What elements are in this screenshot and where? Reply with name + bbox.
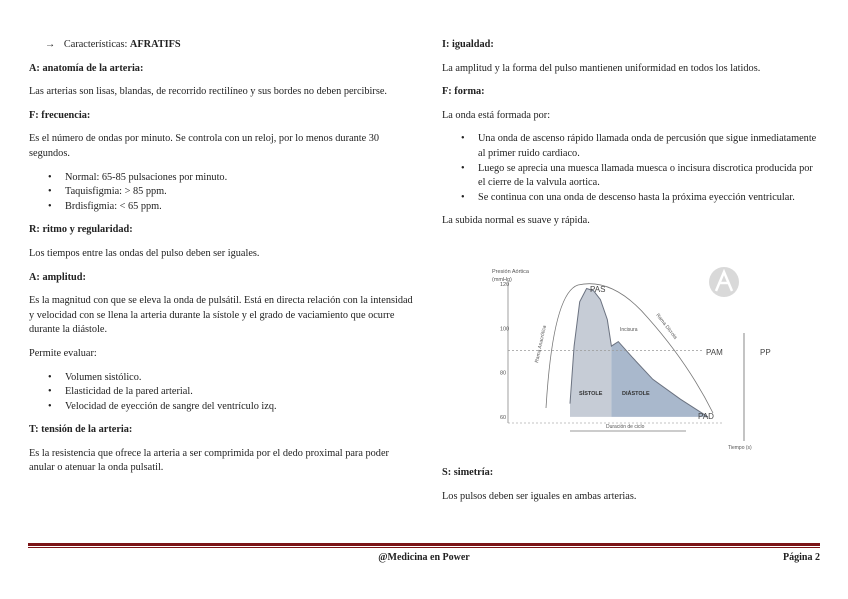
page-number: Página 2 [783, 552, 820, 563]
intro-acronym: AFRATIFS [129, 39, 181, 50]
footer-rule-thin [28, 547, 820, 548]
logo-icon [709, 267, 739, 297]
heading-igualdad: I: igualdad: [442, 39, 494, 50]
label-diastole: DIÁSTOLE [622, 391, 650, 397]
heading-frecuencia: F: frecuencia: [29, 109, 91, 121]
footer-brand: @Medicina en Power [378, 552, 470, 563]
text-subida: La subida normal es suave y rápida. [442, 215, 590, 227]
text-permite-evaluar: Permite evaluar: [29, 347, 97, 359]
y-axis-label-line1: Presión Aórtica [492, 269, 529, 275]
text-frecuencia: Es el número de ondas por minuto. Se controla con un reloj, por lo menos durante 30 segundos. [29, 133, 380, 159]
list-amplitud [29, 371, 414, 415]
y-tick-label: 60 [500, 414, 507, 421]
text-amplitud: Es la magnitud con que se eleva la onda de pulsátil. Está en directa relación con la intensidad y velocidad con se llena la arteria durante la sístole y el grado de vaciamiento que ocurre durante la diástole. [29, 295, 413, 336]
heading-ritmo: R: ritmo y regularidad: [29, 224, 133, 236]
list-item: • Se continua con una onda de descenso hasta la próxima eyección ventricular. [478, 191, 822, 206]
list-frecuencia [29, 171, 414, 215]
text-anatomia: Las arterias son lisas, blandas, de recorrido rectilíneo y sus bordes no deben percibirse. [29, 86, 387, 98]
label-pas: PAS [590, 285, 606, 294]
list-item: • Normal: 65-85 pulsaciones por minuto. [65, 171, 414, 186]
footer-rule [28, 543, 820, 546]
text-forma: La onda está formada por: [442, 109, 551, 121]
heading-tension: T: tensión de la arteria: [29, 424, 133, 436]
list-item: • Elasticidad de la pared arterial. [65, 385, 414, 400]
list-item: • Velocidad de eyección de sangre del ventrículo izq. [65, 400, 414, 415]
text-igualdad: La amplitud y la forma del pulso mantienen uniformidad en todos los latidos. [442, 62, 761, 74]
intro-line [45, 38, 414, 53]
list-item: • Volumen sistólico. [65, 371, 414, 386]
label-duracion: Duración de ciclo [606, 424, 645, 430]
label-pp: PP [760, 348, 771, 357]
left-column [29, 38, 414, 485]
heading-simetria: S: simetría: [442, 467, 494, 478]
list-item: • Brdisfigmia: < 65 ppm. [65, 200, 414, 215]
arrow-icon: → [45, 39, 56, 50]
heading-forma: F: forma: [442, 86, 485, 98]
intro-prefix: Características: [63, 39, 130, 50]
pulse-wave-chart [478, 263, 778, 458]
text-tension: Es la resistencia que ofrece la arteria a ser comprimida por el dedo proximal para poder anular o atenuar la onda pulsatil. [29, 447, 389, 474]
list-item: • Una onda de ascenso rápido llamada onda de percusión que sigue inmediatamente al primer ruido cardiaco. [478, 132, 822, 161]
text-simetria: Los pulsos deben ser iguales en ambas arterias. [442, 490, 637, 502]
list-item: • Luego se aprecia una muesca llamada muesca o incisura discrotica producida por el cierre de la valvula aortica. [478, 162, 822, 191]
label-rama-anacrotica: Rama Anacrótica [534, 324, 548, 364]
heading-amplitud: A: amplitud: [29, 271, 86, 283]
simetria-section [442, 466, 822, 513]
list-forma [442, 132, 822, 205]
label-rama-dicrota: Rama Dícrota [654, 312, 679, 341]
y-tick-label: 120 [500, 282, 510, 289]
list-item: • Taquisfigmia: > 85 ppm. [65, 185, 414, 200]
text-ritmo: Los tiempos entre las ondas del pulso deben ser iguales. [29, 247, 260, 259]
label-pad: PAD [698, 412, 714, 421]
heading-anatomia: A: anatomía de la arteria: [29, 62, 144, 74]
label-tiempo: Tiempo (s) [728, 445, 752, 451]
y-tick-label: 100 [500, 326, 510, 333]
y-axis-label-line2: (mmHg) [492, 277, 512, 283]
y-tick-label: 80 [500, 370, 507, 377]
label-pam: PAM [706, 348, 723, 357]
label-incisura: Incisura [620, 327, 638, 333]
label-sistole: SÍSTOLE [579, 391, 603, 397]
right-column [442, 38, 822, 238]
